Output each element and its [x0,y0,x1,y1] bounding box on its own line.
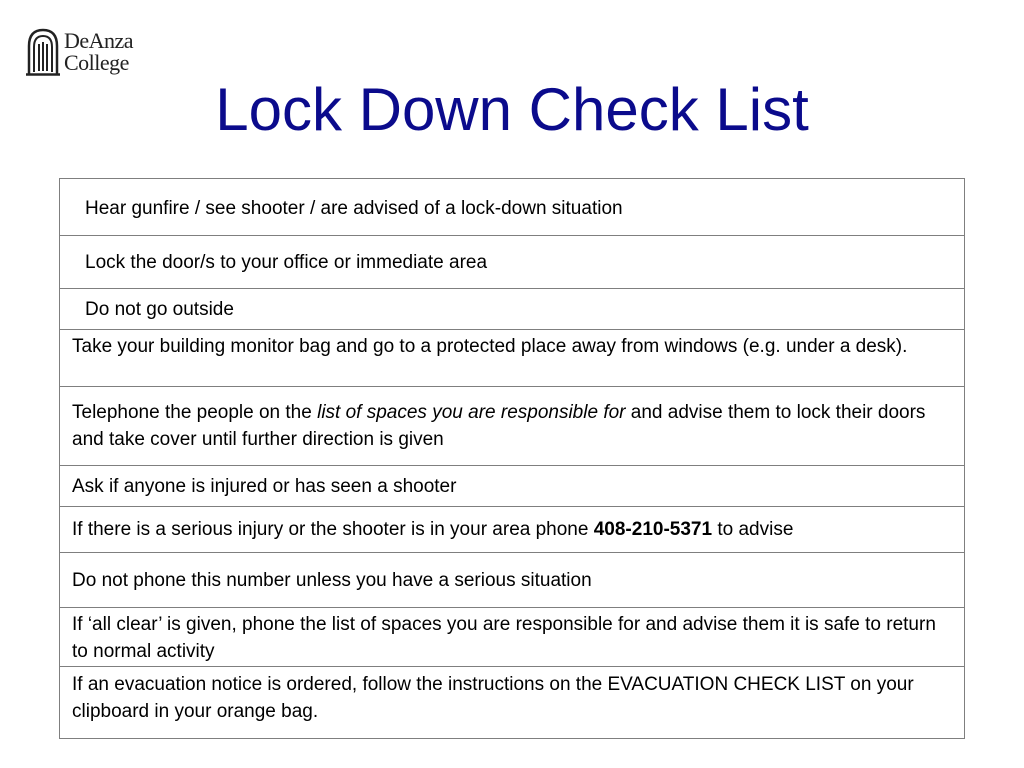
table-row [60,387,965,466]
phone-number: 408-210-5371 [593,519,713,540]
table-row [60,667,965,739]
table-row [60,553,965,608]
checklist-item [60,387,965,466]
table-row [60,466,965,507]
table-row [60,330,965,387]
table-row [60,507,965,553]
checklist-item: Lock the door/s to your office or immediate area [60,236,965,289]
page-title: Lock Down Check List [215,76,809,143]
table-row [60,608,965,667]
building-column-icon [26,28,60,76]
item-text: Telephone the people on the [72,402,318,423]
checklist-item: Do not go outside [60,289,965,330]
logo-line-1: DeAnza [64,28,134,53]
item-text: to advise [712,519,794,540]
table-row [60,289,965,330]
checklist-item: If an evacuation notice is ordered, follow the instructions on the EVACUATION CHECK LIST on your clipboard in your orange bag. [60,667,965,739]
checklist-item: Do not phone this number unless you have a serious situation [60,553,965,608]
logo-wordmark [64,30,133,74]
checklist-item [60,507,965,553]
logo-line-2: College [64,50,129,75]
item-italic-text: list of spaces you are responsible for [317,402,626,423]
item-text: If there is a serious injury or the shooter is in your area phone [72,519,594,540]
college-logo [26,28,133,76]
checklist-item: If ‘all clear’ is given, phone the list of spaces you are responsible for and advise them it is safe to return to normal activity [60,608,965,667]
checklist-item: Take your building monitor bag and go to a protected place away from windows (e.g. under a desk). [60,330,965,387]
checklist-table [59,178,965,739]
table-row [60,179,965,236]
item-text: and advise them to lock their doors and take cover until further direction is given [72,402,926,450]
checklist-item: Hear gunfire / see shooter / are advised of a lock-down situation [60,179,965,236]
checklist-item: Ask if anyone is injured or has seen a shooter [60,466,965,507]
table-row [60,236,965,289]
